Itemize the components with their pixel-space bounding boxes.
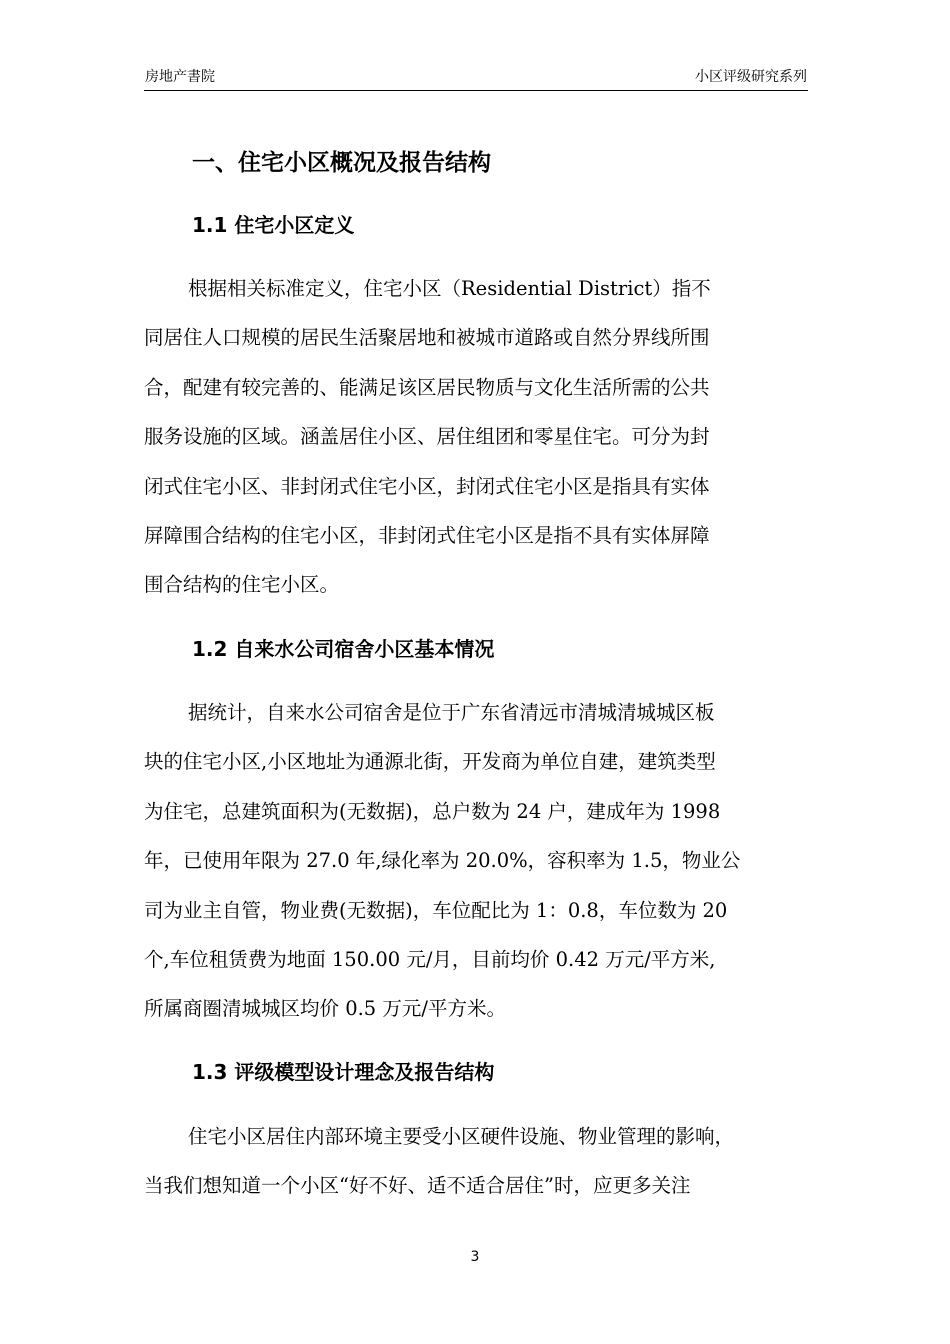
section-title-1-3: 1.3 评级模型设计理念及报告结构 (192, 1060, 495, 1084)
paragraph-line: 据统计，自来水公司宿舍是位于广东省清远市清城清城城区板 (188, 701, 715, 724)
paragraph-line: 所属商圈清城城区均价 0.5 万元/平方米。 (144, 997, 506, 1021)
chapter-title: 一、住宅小区概况及报告结构 (192, 150, 491, 176)
page-number: 3 (470, 1249, 480, 1265)
paragraph-line: 同居住人口规模的居民生活聚居地和被城市道路或自然分界线所围 (144, 326, 710, 350)
paragraph-line: 围合结构的住宅小区。 (144, 573, 340, 597)
page-header (144, 66, 808, 91)
header-publisher: 房地产書院 (145, 69, 215, 85)
header-series-title: 小区评级研究系列 (695, 69, 807, 85)
paragraph-line: 合，配建有较完善的、能满足该区居民物质与文化生活所需的公共 (144, 375, 710, 399)
paragraph-line: 年，已使用年限为 27.0 年,绿化率为 20.0%，容积率为 1.5，物业公 (144, 849, 741, 873)
section-1-3-paragraph (144, 1112, 808, 1211)
section-1-2-paragraph (144, 688, 808, 1034)
paragraph-line: 闭式住宅小区、非封闭式住宅小区，封闭式住宅小区是指具有实体 (144, 474, 710, 498)
section-title-1-2: 1.2 自来水公司宿舍小区基本情况 (192, 637, 495, 661)
paragraph-line: 司为业主自管，物业费(无数据)，车位配比为 1：0.8，车位数为 20 (144, 898, 728, 922)
paragraph-line: 根据相关标准定义，住宅小区（Residential District）指不 (188, 277, 711, 300)
paragraph-line: 为住宅，总建筑面积为(无数据)，总户数为 24 户，建成年为 1998 (144, 799, 721, 823)
section-1-1-paragraph (144, 264, 808, 610)
paragraph-line: 服务设施的区域。涵盖居住小区、居住组团和零星住宅。可分为封 (144, 425, 710, 449)
paragraph-line: 块的住宅小区,小区地址为通源北街，开发商为单位自建，建筑类型 (144, 750, 716, 774)
paragraph-line: 屏障围合结构的住宅小区，非封闭式住宅小区是指不具有实体屏障 (144, 523, 710, 547)
section-title-1-1: 1.1 住宅小区定义 (192, 213, 355, 237)
paragraph-line: 住宅小区居住内部环境主要受小区硬件设施、物业管理的影响， (188, 1125, 735, 1148)
paragraph-line: 当我们想知道一个小区“好不好、适不适合居住”时，应更多关注 (144, 1174, 691, 1198)
paragraph-line: 个,车位租赁费为地面 150.00 元/月，目前均价 0.42 万元/平方米, (144, 947, 716, 971)
